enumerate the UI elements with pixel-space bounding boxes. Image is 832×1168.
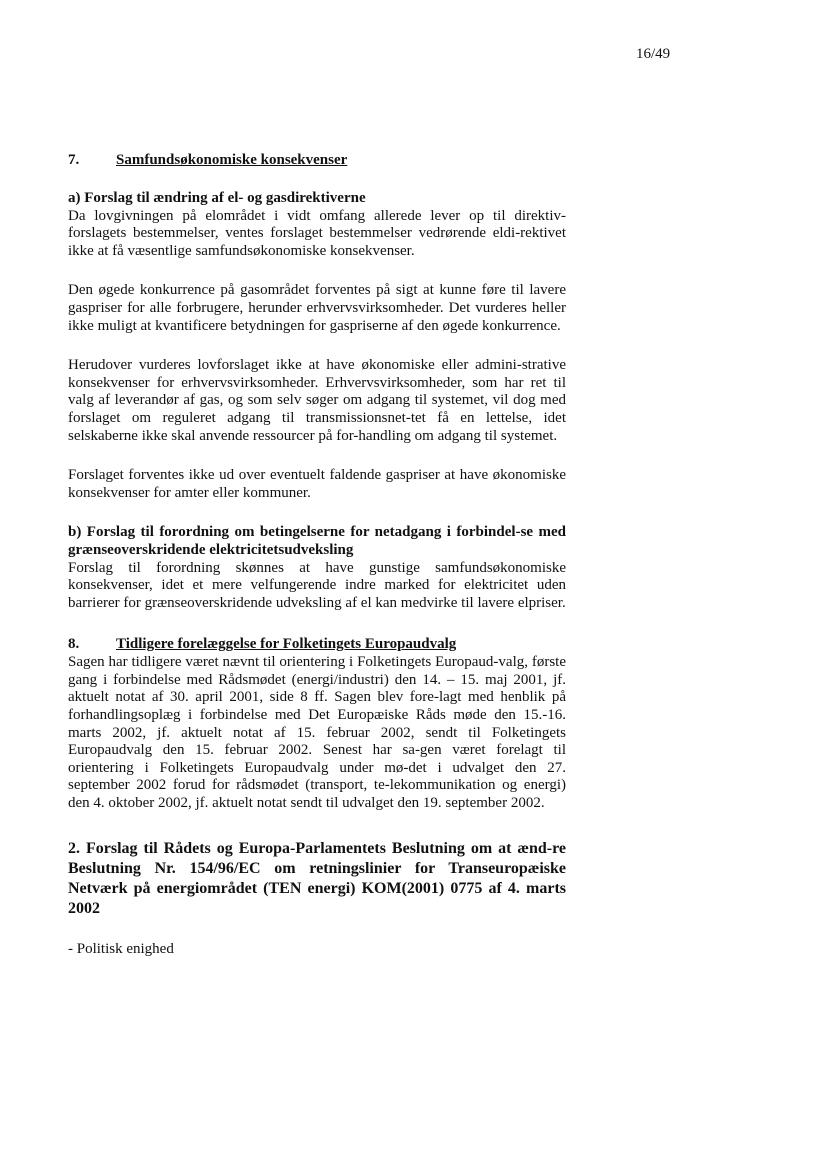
document-body <box>68 150 566 958</box>
paragraph: Da lovgivningen på elområdet i vidt omfang allerede lever op til direktiv-forslagets bestemmelser, ventes forslaget bestemmelser vedrørende eldi-rektivet ikke at få væsentlige samfundsøkonomiske konsekvenser. <box>68 207 566 259</box>
page-number: 16/49 <box>636 46 671 62</box>
paragraph: Forslag til forordning skønnes at have gunstige samfundsøkonomiske konsekvenser, idet et mere velfungerende indre marked for elektricitet uden barrierer for grænseoverskridende udveksling af el kan medvirke til lavere elpriser. <box>68 559 566 611</box>
paragraph: Den øgede konkurrence på gasområdet forventes på sigt at kunne føre til lavere gaspriser for alle forbrugere, herunder erhvervsvirksomheder. Det vurderes heller ikke muligt at kvantificere betydningen for gaspriserne af den øgede konkurrence. <box>68 282 566 334</box>
item-2-heading: 2. Forslag til Rådets og Europa-Parlamentets Beslutning om at ænd-re Beslutning Nr. 154/96/EC om retningslinier for Transeuropæiske Netværk på energiområdet (TEN energi) KOM(2001) 0775 af 4. marts 2002 <box>68 839 566 917</box>
section-number: 7. <box>68 152 80 168</box>
section-number: 8. <box>68 636 80 653</box>
section-title: Samfundsøkonomiske konsekvenser <box>116 152 348 168</box>
section-title: Tidligere forelæggelse for Folketingets Europaudvalg <box>116 636 457 653</box>
section-7-heading <box>68 150 566 170</box>
subsection-a-heading: a) Forslag til ændring af el- og gasdirektiverne <box>68 190 366 206</box>
paragraph: Sagen har tidligere været nævnt til orientering i Folketingets Europaud-valg, første gang i forbindelse med Rådsmødet (energi/industri) den 14. – 15. maj 2001, jf. aktuelt notat af 30. april 2001, side 8 ff. Sagen blev fore-lagt med henblik på forhandlingsoplæg i forbindelse med Det Europæiske Råds møde den 15.-16. marts 2002, jf. aktuelt notat af 15. februar 2002, sendt til Folketingets Europaudvalg den 15. februar 2002. Senest har sa-gen været forelagt til orientering i Folketingets Europaudvalg under mø-det i udvalget den 27. september 2002 forud for rådsmødet (transport, te-lekommunikation og energi) den 4. oktober 2002, jf. aktuelt notat sendt til udvalget den 19. september 2002. <box>68 654 566 812</box>
status-note: - Politisk enighed <box>68 940 174 957</box>
section-8-heading <box>68 634 566 654</box>
paragraph: Forslaget forventes ikke ud over eventuelt faldende gaspriser at have økonomiske konsekvenser for amter eller kommuner. <box>68 467 566 501</box>
paragraph: Herudover vurderes lovforslaget ikke at have økonomiske eller admini-strative konsekvenser for erhvervsvirksomheder. Erhvervsvirksomheder, som har ret til valg af leverandør af gas, og som selv søger om adgang til systemet, vil dog med forslaget om reguleret adgang til transmissionsnet-tet få en lettelse, idet selskaberne ikke skal anvende ressourcer på for-handling om adgang til systemet. <box>68 357 566 444</box>
subsection-b-heading: b) Forslag til forordning om betingelserne for netadgang i forbindel-se med grænseoverskridende elektricitetsudveksling <box>68 524 566 558</box>
